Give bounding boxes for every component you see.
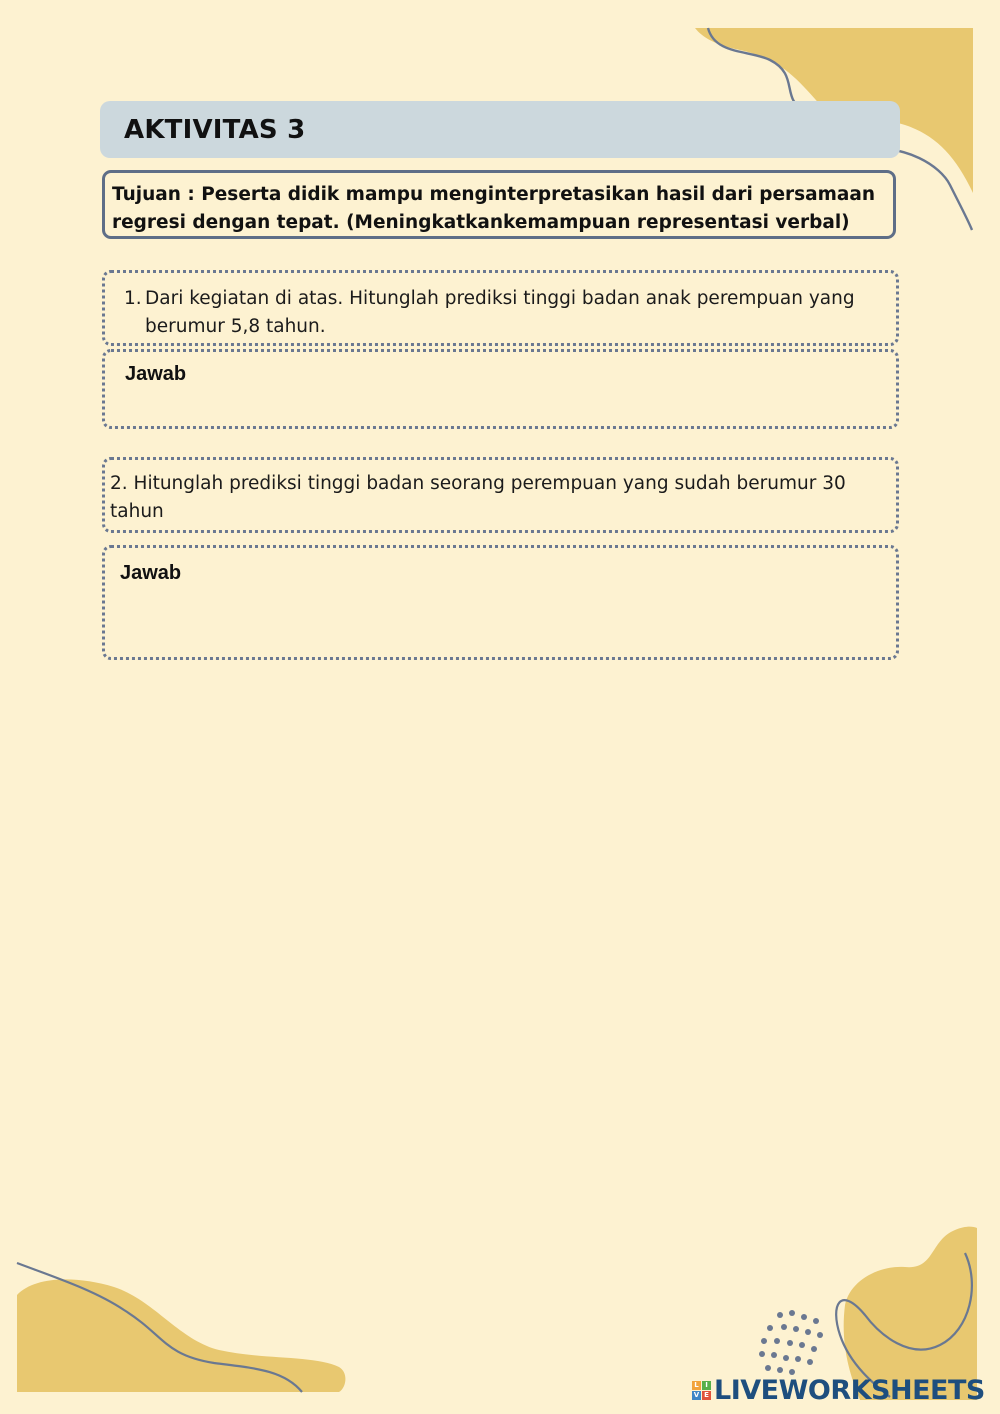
logo-letter-i: I [702,1381,711,1390]
answer-2-box[interactable] [102,545,899,660]
logo-text: LIVEWORKSHEETS [714,1374,985,1406]
question-2-text: 2. Hitunglah prediksi tinggi badan seorang perempuan yang sudah berumur 30 tahun [110,473,846,522]
title-bar [100,101,900,158]
answer-1-box[interactable] [102,349,899,429]
question-1-number: 1. [124,288,142,309]
bottom-left-decoration [14,1255,354,1400]
logo-icon [692,1381,711,1400]
logo-letter-l: L [692,1381,701,1390]
liveworksheets-logo [692,1376,985,1404]
question-2-box [102,457,899,533]
question-1-box [102,270,899,346]
page-title: AKTIVITAS 3 [124,115,306,145]
question-1-text: Dari kegiatan di atas. Hitunglah prediksi tinggi badan anak perempuan yang berumur 5,8 tahun. [145,288,855,337]
answer-1-label: Jawab [125,363,187,385]
answer-2-label: Jawab [120,562,182,584]
goal-box: Tujuan : Peserta didik mampu menginterpretasikan hasil dari persamaan regresi dengan tepat. (Meningkatkankemampuan representasi verbal) [102,170,896,239]
logo-letter-e: E [702,1391,711,1400]
logo-letter-v: V [693,1390,700,1399]
